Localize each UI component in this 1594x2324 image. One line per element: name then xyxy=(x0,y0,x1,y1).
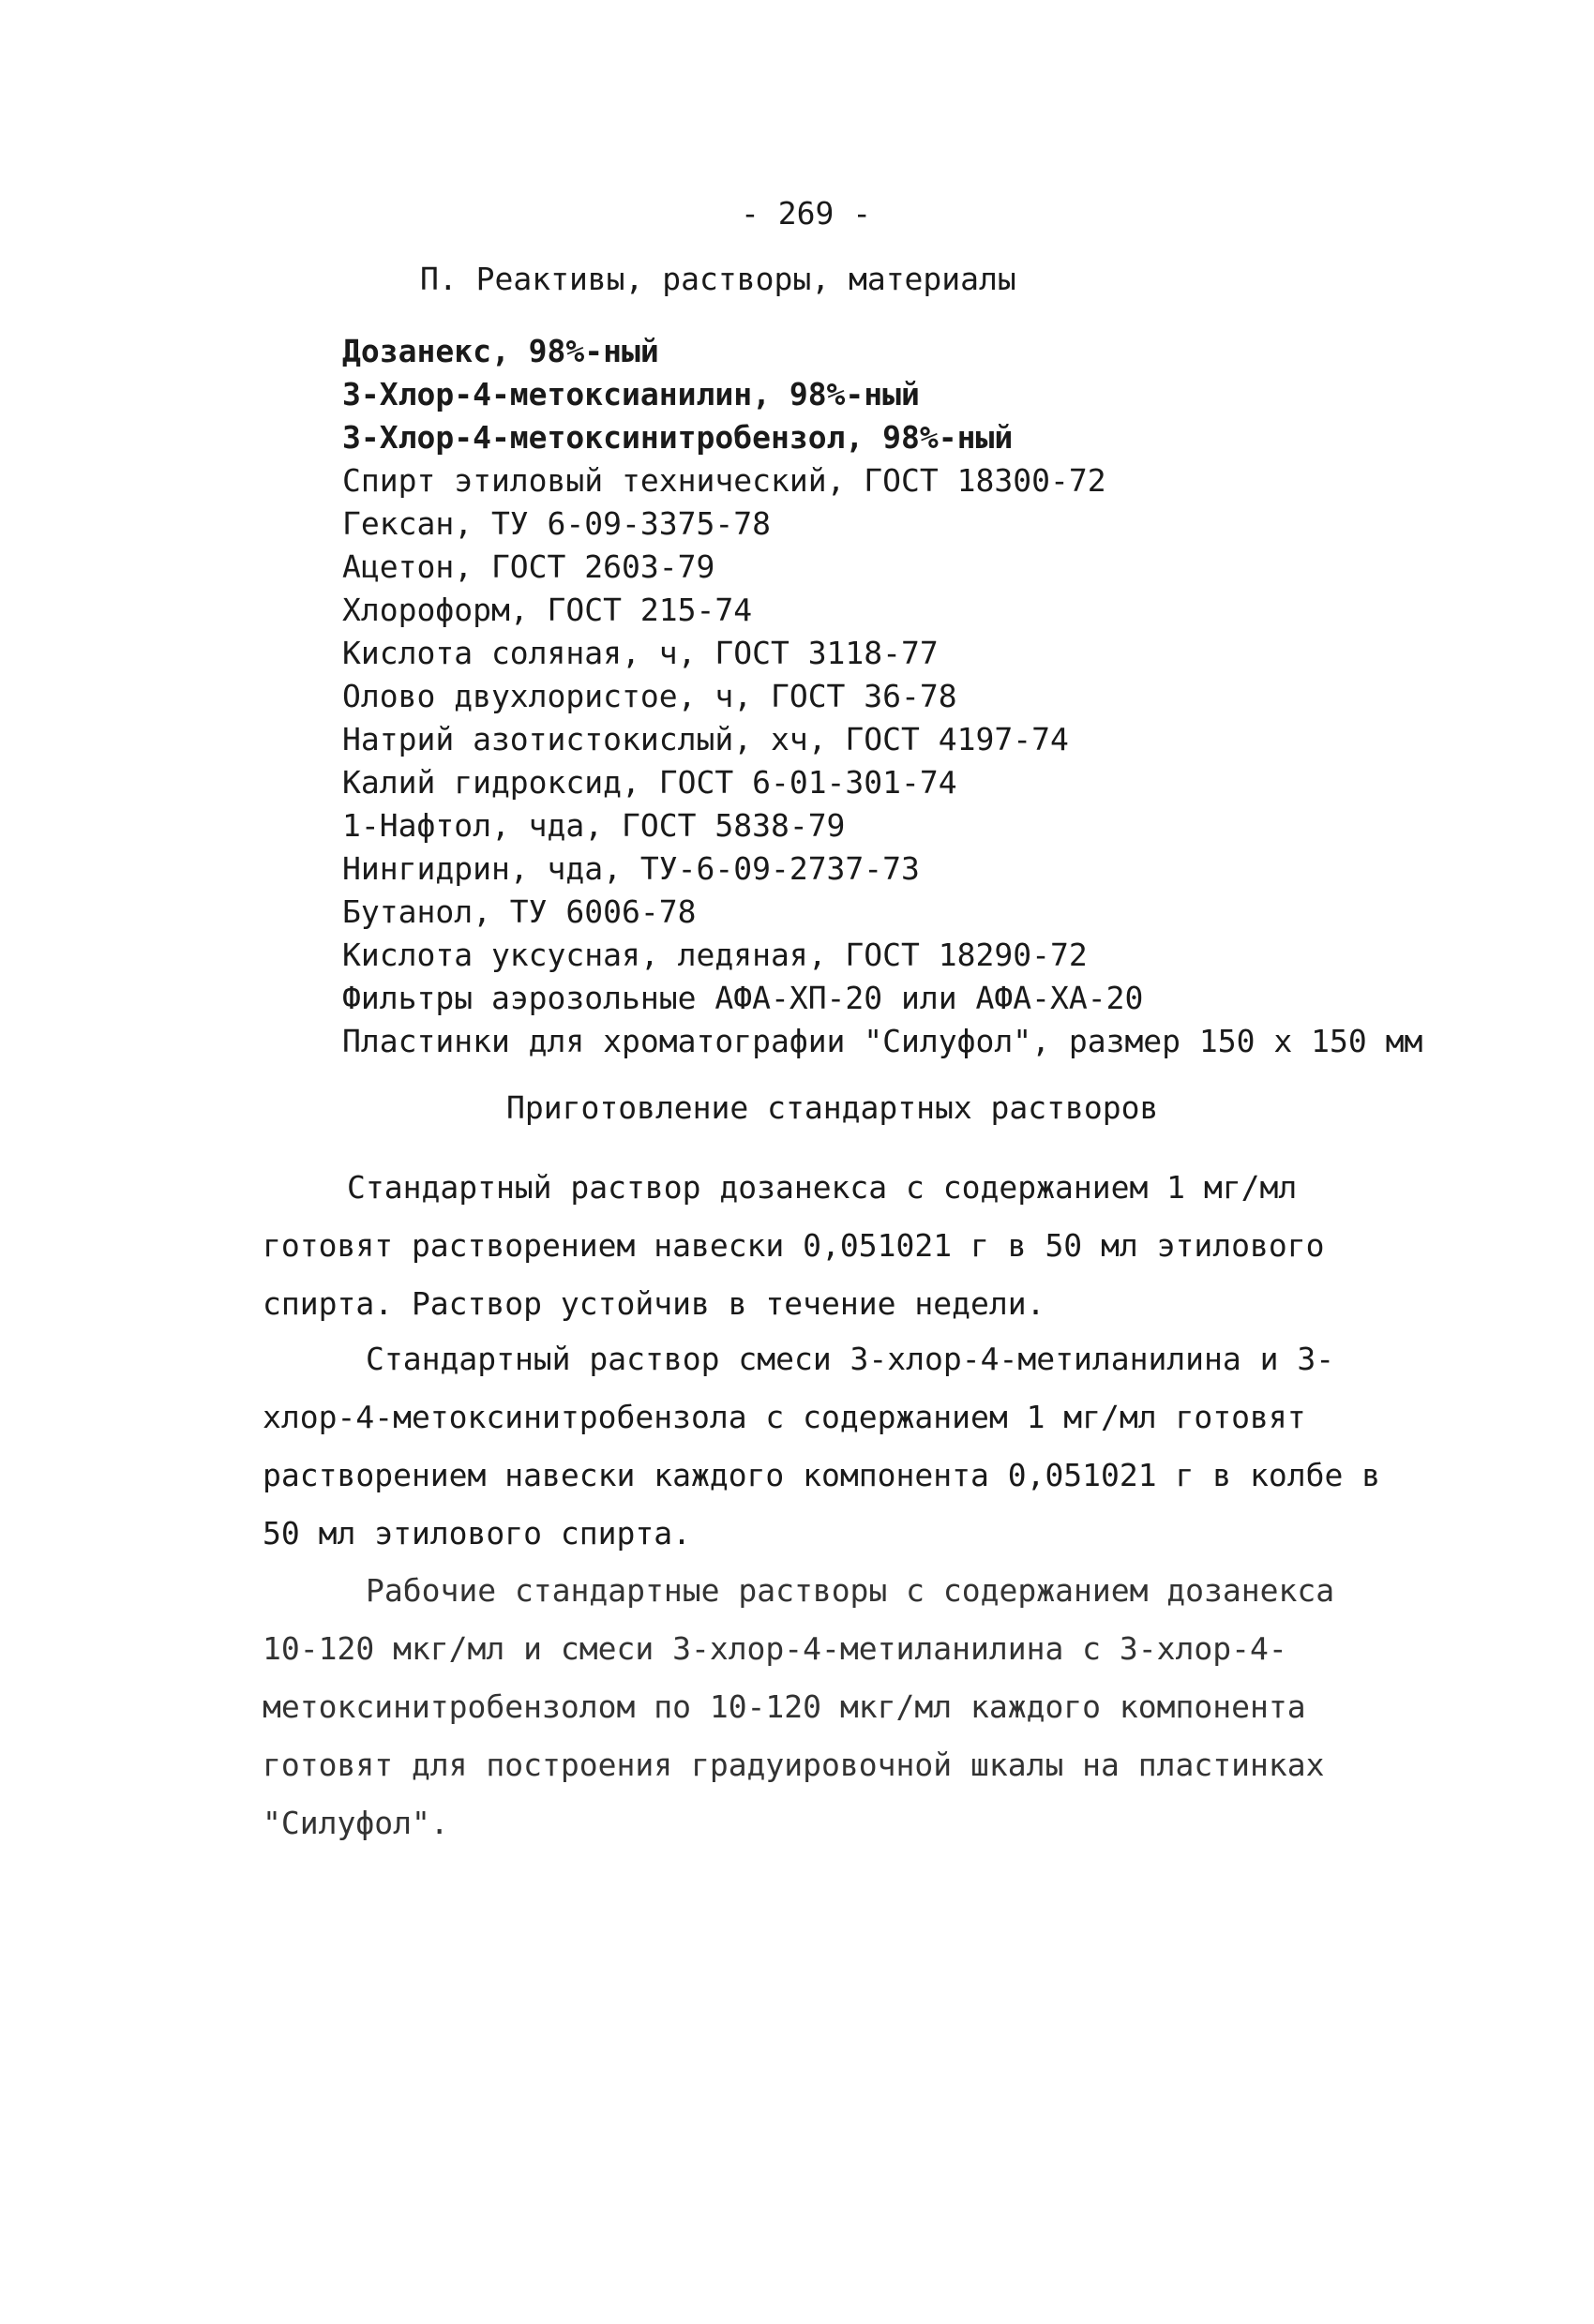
reagent-item: 3-Хлор-4-метоксианилин, 98%-ный xyxy=(342,376,920,412)
reagent-item: Олово двухлористое, ч, ГОСТ 36-78 xyxy=(342,678,957,714)
reagent-item: Хлороформ, ГОСТ 215-74 xyxy=(342,592,753,628)
paragraph xyxy=(263,1159,1406,1333)
reagent-item: Калий гидроксид, ГОСТ 6-01-301-74 xyxy=(342,764,957,801)
reagent-item: 1-Нафтол, чда, ГОСТ 5838-79 xyxy=(342,807,846,844)
reagent-item: 3-Хлор-4-метоксинитробензол, 98%-ный xyxy=(342,419,1014,456)
section-title: П. Реактивы, растворы, материалы xyxy=(420,261,1016,297)
reagent-item: Бутанол, ТУ 6006-78 xyxy=(342,893,697,930)
reagent-item: Натрий азотистокислый, хч, ГОСТ 4197-74 xyxy=(342,721,1069,757)
subheading: Приготовление стандартных растворов xyxy=(506,1089,1159,1126)
paragraph xyxy=(263,1562,1406,1852)
reagent-item: Гексан, ТУ 6-09-3375-78 xyxy=(342,505,771,542)
paragraph xyxy=(263,1330,1406,1563)
paragraph-text: Стандартный раствор смеси 3-хлор-4-метиланилина и 3-хлор-4-метоксинитробензола с содержанием 1 мг/мл готовят растворением навески каждого компонента 0,051021 г в колбе в 50 мл этилового спирта. xyxy=(263,1341,1381,1552)
reagent-item: Спирт этиловый технический, ГОСТ 18300-72 xyxy=(342,462,1106,499)
paragraph-text: Стандартный раствор дозанекса с содержанием 1 мг/мл готовят растворением навески 0,051021 г в 50 мл этилового спирта. Раствор устойчив в течение недели. xyxy=(263,1169,1325,1322)
page-number: - 269 - xyxy=(741,195,872,232)
reagent-item: Кислота соляная, ч, ГОСТ 3118-77 xyxy=(342,635,939,671)
reagent-item: Дозанекс, 98%-ный xyxy=(342,333,659,369)
paragraph-text: Рабочие стандартные растворы с содержанием дозанекса 10-120 мкг/мл и смеси 3-хлор-4-метиланилина с 3-хлор-4-метоксинитробензолом по 10-120 мкг/мл каждого компонента готовят для построения градуировочной шкалы на пластинках "Силуфол". xyxy=(263,1572,1335,1841)
reagent-item: Кислота уксусная, ледяная, ГОСТ 18290-72 xyxy=(342,937,1088,973)
reagent-item: Нингидрин, чда, ТУ-6-09-2737-73 xyxy=(342,850,920,887)
reagent-item: Пластинки для хроматографии "Силуфол", размер 150 х 150 мм xyxy=(342,1023,1423,1059)
reagent-item: Ацетон, ГОСТ 2603-79 xyxy=(342,548,715,585)
reagent-item: Фильтры аэрозольные АФА-ХП-20 или АФА-ХА-20 xyxy=(342,980,1144,1016)
reagent-list xyxy=(342,330,1422,1063)
